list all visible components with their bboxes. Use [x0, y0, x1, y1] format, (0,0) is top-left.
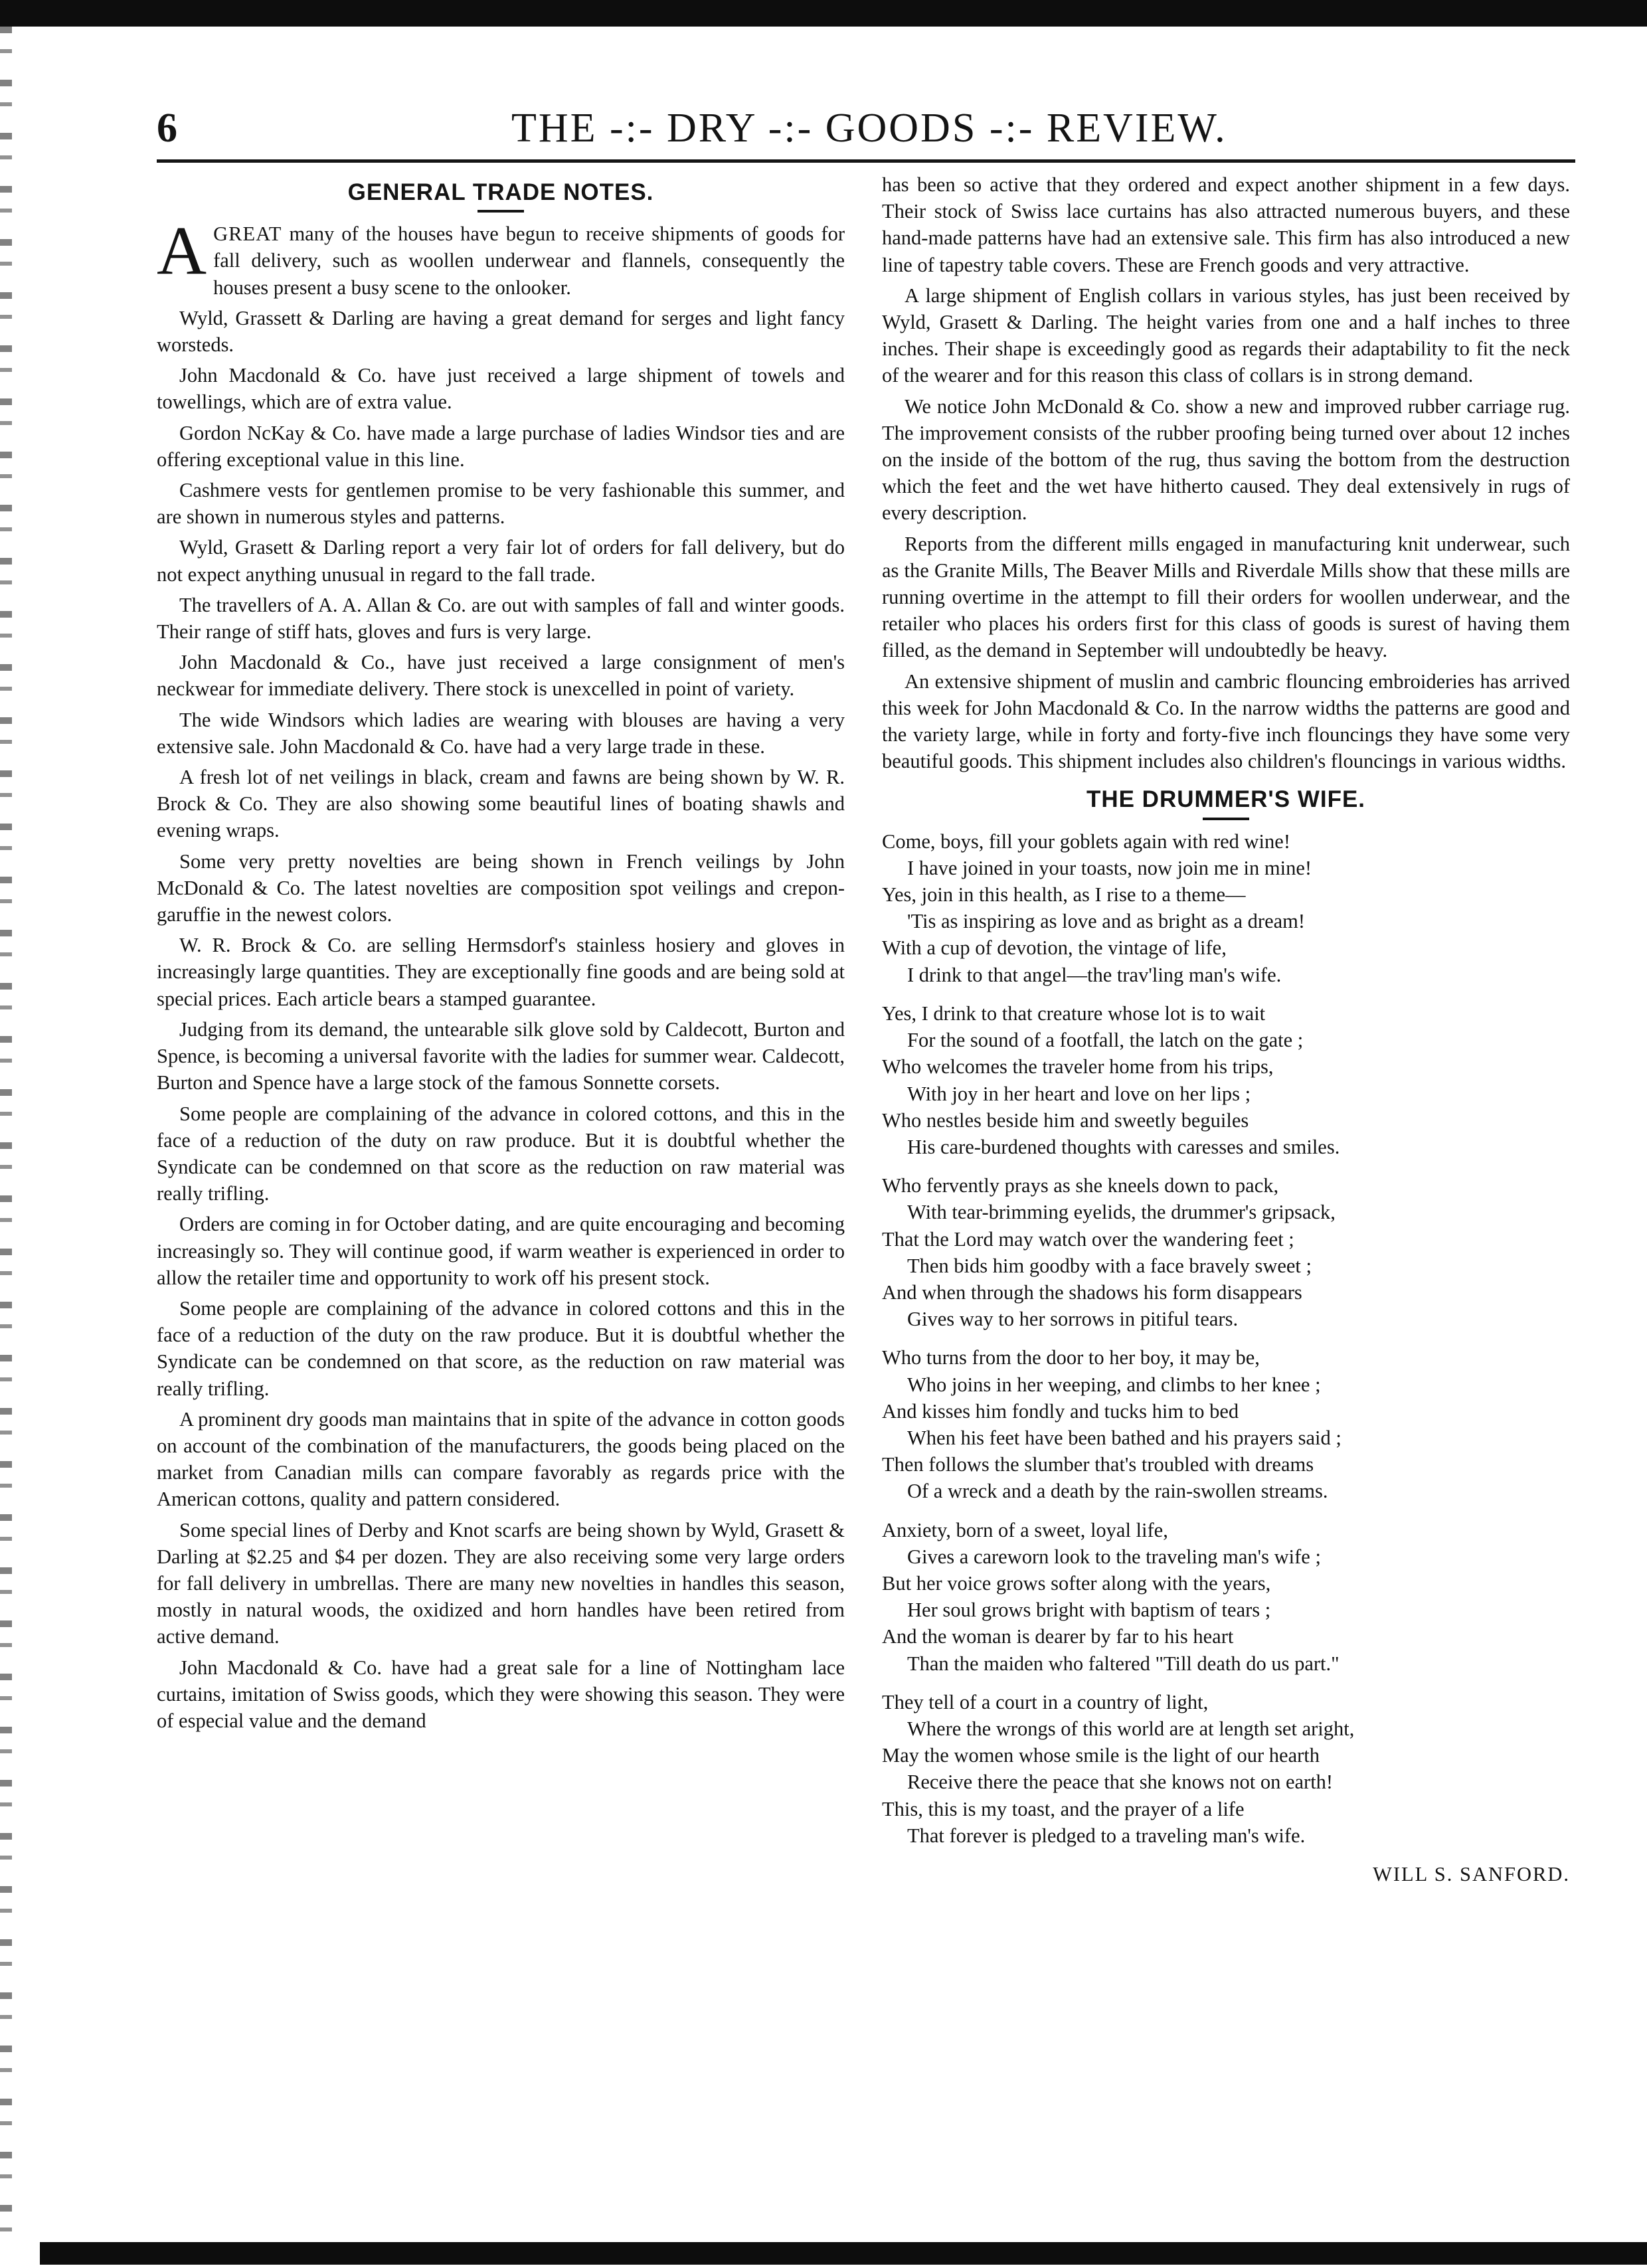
- poem-line: Than the maiden who faltered "Till death do us part.": [907, 1652, 1340, 1675]
- bottom-border: [40, 2242, 1647, 2265]
- poem-stanza: [882, 1344, 1570, 1504]
- poem-line: I have joined in your toasts, now join me in mine!: [907, 856, 1312, 879]
- drop-cap: A: [157, 213, 207, 290]
- poem-line: Yes, I drink to that creature whose lot is to wait: [882, 1002, 1266, 1025]
- poem-line: And the woman is dearer by far to his heart: [882, 1625, 1234, 1648]
- trade-note-paragraph: A fresh lot of net veilings in black, cream and fawns are being shown by W. R. Brock & Co. They are also showing some beautiful lines of boating shawls and evening wraps.: [157, 766, 845, 842]
- left-binding-edge: [0, 27, 12, 2242]
- trade-note-paragraph: Some special lines of Derby and Knot scarfs are being shown by Wyld, Grasett & Darling at $2.25 and $4 per dozen. They are also receiving some very large orders for fall delivery in umbrellas. There are many new novelties in handles this season, mostly in natural woods, the oxidized and horn handles have been retired from active demand.: [157, 1518, 845, 1648]
- trade-note-paragraph: We notice John McDonald & Co. show a new and improved rubber carriage rug. The improvement consists of the rubber proofing being turned over about 12 inches on the inside of the bottom of the rug, thus saving the bottom from the destruction which the feet and the wet have hitherto caused. They deal extensively in rugs of every description.: [882, 394, 1570, 525]
- trade-note-paragraph: The wide Windsors which ladies are wearing with blouses are having a very extensive sale. John Macdonald & Co. have had a very large trade in these.: [157, 708, 845, 758]
- poem-stanza: [882, 1517, 1570, 1677]
- trade-note-paragraph: Cashmere vests for gentlemen promise to be very fashionable this summer, and are shown in numerous styles and patterns.: [157, 479, 845, 529]
- poem-title-rule: [1203, 818, 1249, 820]
- title-rule: [477, 210, 524, 213]
- poem-line: Then bids him goodby with a face bravely sweet ;: [907, 1254, 1312, 1277]
- trade-note-paragraph: Gordon NcKay & Co. have made a large purchase of ladies Windsor ties and are offering exceptional value in this line.: [157, 421, 845, 471]
- poem-line: Who nestles beside him and sweetly beguiles: [882, 1108, 1249, 1132]
- poem-stanza: [882, 1689, 1570, 1849]
- poem-line: Who joins in her weeping, and climbs to her knee ;: [907, 1373, 1321, 1396]
- poem-line: Anxiety, born of a sweet, loyal life,: [882, 1518, 1168, 1541]
- trade-note-paragraph: John Macdonald & Co., have just received a large consignment of men's neckwear for immediate delivery. There stock is unexcelled in point of variety.: [157, 651, 845, 701]
- trade-note-paragraph: A large shipment of English collars in various styles, has just been received by Wyld, Grasett & Darling. The height varies from one and a half inches to three inches. Their shape is exceedingly good as regards their adaptability to fit the neck of the wearer and for this reason this class of collars is in strong demand.: [882, 284, 1570, 387]
- poem-stanza: [882, 1000, 1570, 1160]
- poem-line: And when through the shadows his form disappears: [882, 1280, 1302, 1304]
- poem-line: With a cup of devotion, the vintage of life,: [882, 936, 1227, 960]
- poem-line: Her soul grows bright with baptism of tears ;: [907, 1599, 1271, 1622]
- poem-line: Then follows the slumber that's troubled with dreams: [882, 1453, 1314, 1476]
- poem-line: Gives way to her sorrows in pitiful tears.: [907, 1308, 1239, 1331]
- poem-line: Come, boys, fill your goblets again with red wine!: [882, 829, 1290, 853]
- poem-line: Who turns from the door to her boy, it may be,: [882, 1346, 1260, 1369]
- poem-line: When his feet have been bathed and his prayers said ;: [907, 1426, 1342, 1449]
- running-title: THE -:- DRY -:- GOODS -:- REVIEW.: [511, 106, 1227, 151]
- poem-line: With joy in her heart and love on her lips ;: [907, 1082, 1251, 1105]
- poem-line: Yes, join in this health, as I rise to a theme—: [882, 883, 1246, 907]
- poem-line: They tell of a court in a country of light,: [882, 1690, 1209, 1713]
- trade-note-paragraph: Some people are complaining of the advance in colored cottons, and this in the face of a reduction of the duty on raw produce. But it is doubtful whether the Syndicate can be condemned on that score as the reduction on raw material was really trifling.: [157, 1102, 845, 1205]
- trade-note-paragraph: John Macdonald & Co. have had a great sale for a line of Nottingham lace curtains, imitation of Swiss goods, which they were showing this season. They were of especial value and the demand: [157, 1656, 845, 1732]
- trade-note-paragraph: Orders are coming in for October dating, and are quite encouraging and becoming increasingly so. They will continue good, if warm weather is experienced in order to allow the retailer time and opportunity to work off his present stock.: [157, 1213, 845, 1289]
- poem-line: His care-burdened thoughts with caresses and smiles.: [907, 1135, 1340, 1158]
- poem-stanza: [882, 1172, 1570, 1332]
- trade-note-paragraph: Some people are complaining of the advance in colored cottons and this in the face of a reduction of the duty on the raw produce. But it is doubtful whether the Syndicate can be condemned on that score, as the reduction on raw material was really trifling.: [157, 1296, 845, 1400]
- poem-line: And kisses him fondly and tucks him to bed: [882, 1399, 1239, 1423]
- right-column: [882, 171, 1570, 1887]
- section-title: GENERAL TRADE NOTES.: [347, 179, 654, 205]
- header-rule: [157, 159, 1575, 163]
- poem-author: WILL S. SANFORD.: [1373, 1862, 1570, 1885]
- trade-note-paragraph: The travellers of A. A. Allan & Co. are out with samples of fall and winter goods. Their range of stiff hats, gloves and furs is very large.: [157, 593, 845, 644]
- trade-note-paragraph: Some very pretty novelties are being shown in French veilings by John McDonald & Co. The latest novelties are composition spot veilings and crepon-garuffie in the newest colors.: [157, 849, 845, 926]
- lead-caps: GREAT: [213, 222, 282, 246]
- lead-paragraph: [157, 213, 845, 301]
- trade-note-paragraph: John Macdonald & Co. have just received a large shipment of towels and towellings, which are of extra value.: [157, 364, 845, 414]
- trade-note-paragraph: Judging from its demand, the untearable silk glove sold by Caldecott, Burton and Spence, is becoming a universal favorite with the ladies for summer wear. Caldecott, Burton and Spence have a large stock of the famous Sonnette corsets.: [157, 1017, 845, 1094]
- poem-line: That the Lord may watch over the wandering feet ;: [882, 1227, 1294, 1251]
- poem-line: For the sound of a footfall, the latch on the gate ;: [907, 1029, 1304, 1052]
- top-border: [0, 0, 1647, 27]
- trade-note-paragraph: An extensive shipment of muslin and cambric flouncing embroideries has arrived this week for John Macdonald & Co. In the narrow widths the patterns are good and the variety large, while in forty and forty-five inch flouncings they have some very beautiful goods. This shipment includes also children's flouncings in various widths.: [882, 669, 1570, 773]
- trade-note-paragraph: A prominent dry goods man maintains that in spite of the advance in cotton goods on account of the combination of the manufacturers, the goods being placed on the market from Canadian mills can compare favorably as regards price with the American cottons, quality and pattern considered.: [157, 1407, 845, 1511]
- poem-line: Receive there the peace that she knows not on earth!: [907, 1771, 1334, 1794]
- poem-line: Who fervently prays as she kneels down to pack,: [882, 1174, 1279, 1197]
- trade-note-paragraph: Wyld, Grassett & Darling are having a great demand for serges and light fancy worsteds.: [157, 306, 845, 357]
- poem-line: This, this is my toast, and the prayer of a life: [882, 1797, 1245, 1820]
- poem-line: Where the wrongs of this world are at length set aright,: [907, 1717, 1355, 1740]
- poem-title: THE DRUMMER'S WIFE.: [1086, 786, 1366, 813]
- poem-stanza: [882, 828, 1570, 988]
- continued-paragraph: has been so active that they ordered and expect another shipment in a few days. Their stock of Swiss lace curtains has also attracted numerous buyers, and these hand-made patterns have had an extensive sale. This firm has also introduced a new line of tapestry table covers. These are French goods and very attractive.: [882, 173, 1570, 276]
- poem-line: I drink to that angel—the trav'ling man's wife.: [907, 963, 1282, 986]
- page-number: 6: [157, 106, 177, 151]
- poem-line: Gives a careworn look to the traveling man's wife ;: [907, 1545, 1321, 1568]
- left-column: [157, 171, 845, 1738]
- poem-line: May the women whose smile is the light of our hearth: [882, 1744, 1320, 1767]
- poem-line: Of a wreck and a death by the rain-swollen streams.: [907, 1480, 1328, 1503]
- trade-note-paragraph: W. R. Brock & Co. are selling Hermsdorf's stainless hosiery and gloves in increasingly large quantities. They are exceptionally fine goods and are being sold at special prices. Each article bears a stamped guarantee.: [157, 934, 845, 1010]
- poem-line: With tear-brimming eyelids, the drummer's gripsack,: [907, 1201, 1336, 1224]
- poem-line: But her voice grows softer along with the years,: [882, 1571, 1271, 1595]
- trade-note-paragraph: Wyld, Grasett & Darling report a very fair lot of orders for fall delivery, but do not expect anything unusual in regard to the fall trade.: [157, 536, 845, 586]
- poem-line: 'Tis as inspiring as love and as bright as a dream!: [907, 910, 1306, 933]
- poem-line: Who welcomes the traveler home from his trips,: [882, 1055, 1274, 1079]
- trade-notes-list: [157, 305, 845, 1734]
- trade-notes-continued-list: [882, 282, 1570, 775]
- poem-body: [882, 828, 1570, 1849]
- trade-note-paragraph: Reports from the different mills engaged in manufacturing knit underwear, such as the Granite Mills, The Beaver Mills and Riverdale Mills show that these mills are running overtime in the attempt to fill their orders for woollen underwear, and the retailer who places his orders first for this class of goods is surest of having them filled, as the demand in September will undoubtedly be heavy.: [882, 532, 1570, 662]
- lead-text: many of the houses have begun to receive shipments of goods for fall delivery, such as woollen underwear and flannels, consequently the houses present a busy scene to the onlooker.: [213, 222, 845, 299]
- poem-line: That forever is pledged to a traveling man's wife.: [907, 1824, 1306, 1847]
